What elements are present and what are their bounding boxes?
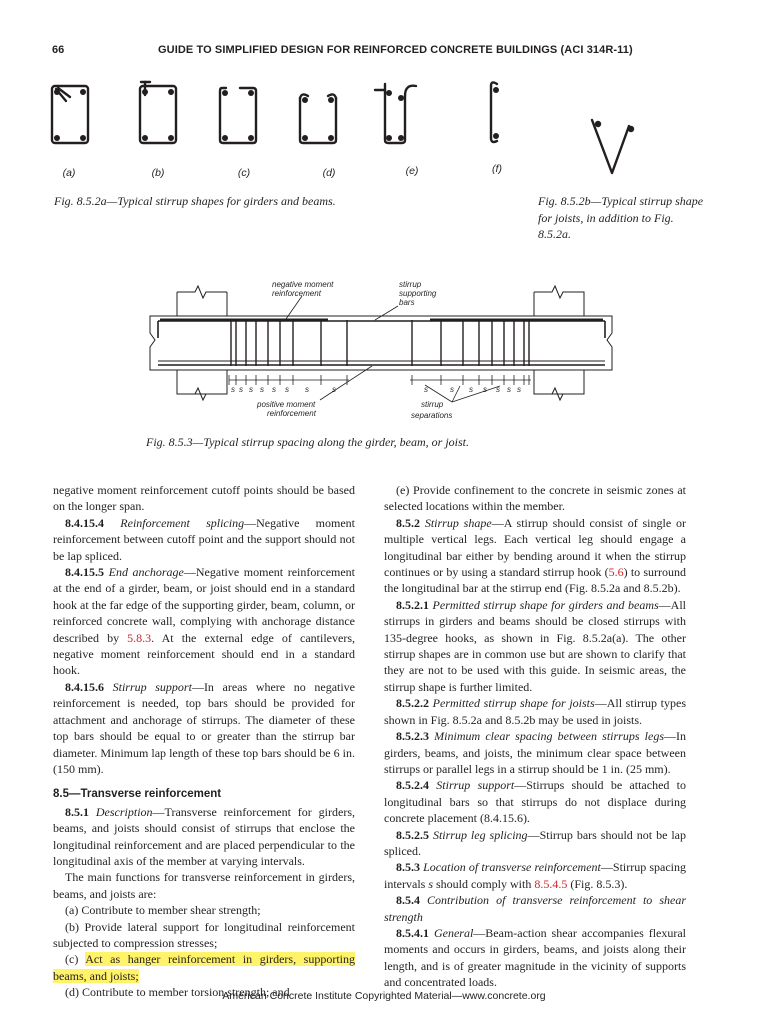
label-stirrup-supporting-2: supporting [399,289,437,298]
link-5-8-3[interactable]: 5.8.3 [127,630,152,645]
label-a: (a) [62,167,76,179]
label-stirrup-supporting-1: stirrup [399,280,422,289]
label-negative-moment-2: reinforcement [272,289,321,298]
label-b: (b) [151,167,165,179]
spacing-s: s [285,385,289,394]
highlight: Act as hanger reinforcement in girders, supporting beams, and joists; [53,952,356,983]
paragraph-8-4-15-4: 8.4.15.4 Reinforcement splicing—Negative moment reinforcement between cutoff point and the support should not be lap spliced. [53,515,356,563]
spacing-s: s [272,385,276,394]
paragraph-8-5-1: 8.5.1 Description—Transverse reinforcement for girders, beams, and joists should consist of stirrups that enclose the longitudinal reinforcement and are placed perpendicular to the longitudinal axis of the member at varying intervals. [53,804,355,868]
spacing-s: s [450,385,454,394]
figure-8-5-2 [0,70,768,190]
paragraph: The main functions for transverse reinforcement in girders, beams, and joists are: [53,870,355,901]
section-heading: 8.5—Transverse reinforcement [53,788,222,801]
spacing-s: s [249,385,253,394]
stirrup-shape-c [220,88,256,143]
label-c: (c) [237,167,251,179]
figure-8-5-3 [0,270,768,430]
page-footer: American Concrete Institute Copyrighted Material—www.concrete.org [222,990,546,1002]
spacing-s: s [496,385,500,394]
list-item-highlighted: (c) Act as hanger reinforcement in girders, supporting beams, and joists; [53,952,356,983]
spacing-s: s [332,385,336,394]
label-negative-moment-1: negative moment [272,280,334,289]
spacing-s: s [305,385,309,394]
left-column [53,482,355,1001]
caption-fig-8-5-2b: Fig. 8.5.2b—Typical stirrup shape for joists, in addition to Fig. 8.5.2a. [538,194,704,241]
paragraph-8-5-2-2: 8.5.2.2 Permitted stirrup shape for joists—All stirrup types shown in Fig. 8.5.2a and 8.5.2b may be used in joists. [384,696,687,727]
spacing-s: s [239,385,243,394]
label-f: (f) [492,163,502,175]
spacing-s: s [231,385,235,394]
spacing-s: s [424,385,428,394]
spacing-s: s [517,385,521,394]
label-stirrup-separations-2: separations [411,411,453,420]
paragraph-8-5-2: 8.5.2 Stirrup shape—A stirrup should consist of single or multiple vertical legs. Each vertical leg should engage a longitudinal bar either by bending around it when the stirrup continues or by using a standard stirrup hook (5.6) to surround the longitudinal bar at the stirrup end (Fig. 8.5.2a and 8.5.2b). [384,515,687,596]
joist-stirrup-v [592,120,629,173]
label-d: (d) [322,167,336,179]
stirrup-shape-e [375,84,416,143]
paragraph-8-4-15-5: 8.4.15.5 End anchorage—Negative moment reinforcement at the end of a girder, beam, or joist should end in a standard hook at the far edge of the supporting girder, beam, column, or reinforced concrete wall, complying with anchorage distance described by 5.8.3. At the external edge of cantilevers, negative moment reinforcement should end in a standard hook. [53,565,356,678]
paragraph: negative moment reinforcement cutoff points should be based on the longer span. [53,483,355,514]
paragraph-8-5-2-5: 8.5.2.5 Stirrup leg splicing—Stirrup bars should not be lap spliced. [384,827,687,858]
list-item: (b) Provide lateral support for longitudinal reinforcement subjected to compression stresses; [53,919,355,950]
label-stirrup-separations-1: stirrup [421,400,444,409]
spacing-s: s [483,385,487,394]
label-e: (e) [405,165,419,177]
paragraph-8-4-15-6: 8.4.15.6 Stirrup support—In areas where no negative reinforcement is needed, top bars should be provided for attachment and anchorage of stirrups. The diameter of these top bars should be equal to or greater than the stirrup bar diameter. Minimum lap length of these top bars should be 6 in. (150 mm). [53,679,356,776]
label-stirrup-supporting-3: bars [399,298,415,307]
label-positive-moment-1: positive moment [257,400,316,409]
paragraph-8-5-4-1: 8.5.4.1 General—Beam-action shear accompanies flexural moments and occurs in girders, beams, and joists along their length, and is of greater magnitude in the vicinity of supports and concentrated loads. [384,925,687,990]
list-item: (a) Contribute to member shear strength; [65,903,261,918]
spacing-s: s [469,385,473,394]
label-positive-moment-2: reinforcement [267,409,316,418]
list-item: (d) Contribute to member torsion strength; and [65,985,290,1000]
paragraph-8-5-3: 8.5.3 Location of transverse reinforcement—Stirrup spacing intervals s should comply with 8.5.4.5 (Fig. 8.5.3). [384,860,686,891]
page-number: 66 [52,44,65,56]
paragraph-8-5-2-1: 8.5.2.1 Permitted stirrup shape for girders and beams—All stirrups in girders and beams should be closed stirrups with 135-degree hooks, as shown in Fig. 8.5.2a(a). The other stirrup shapes are in common use but are shown to clarify that they are not to be used with this guide. In seismic areas, the stirrup shape is further limited. [384,597,687,694]
caption-fig-8-5-2a: Fig. 8.5.2a—Typical stirrup shapes for girders and beams. [54,194,336,208]
spacing-s: s [260,385,264,394]
link-5-6[interactable]: 5.6 [608,565,624,580]
paragraph-8-5-4: 8.5.4 Contribution of transverse reinforcement to shear strength [384,893,686,924]
list-item: (e) Provide confinement to the concrete in seismic zones at selected locations within the member. [384,483,686,514]
paragraph-8-5-2-4: 8.5.2.4 Stirrup support—Stirrups should be attached to longitudinal bars so that stirrups do not displace during concrete placement (8.4.15.6). [384,778,687,826]
spacing-s: s [507,385,511,394]
caption-fig-8-5-3: Fig. 8.5.3—Typical stirrup spacing along the girder, beam, or joist. [146,435,469,449]
link-8-5-4-5[interactable]: 8.5.4.5 [534,876,568,891]
right-column [384,482,686,991]
paragraph-8-5-2-3: 8.5.2.3 Minimum clear spacing between stirrups legs—In girders, beams, and joists, the minimum clear space between stirrups or parallel legs in a stirrup should be 1 in. (25 mm). [384,729,686,776]
header-title: GUIDE TO SIMPLIFIED DESIGN FOR REINFORCED CONCRETE BUILDINGS (ACI 314R-11) [158,44,633,56]
